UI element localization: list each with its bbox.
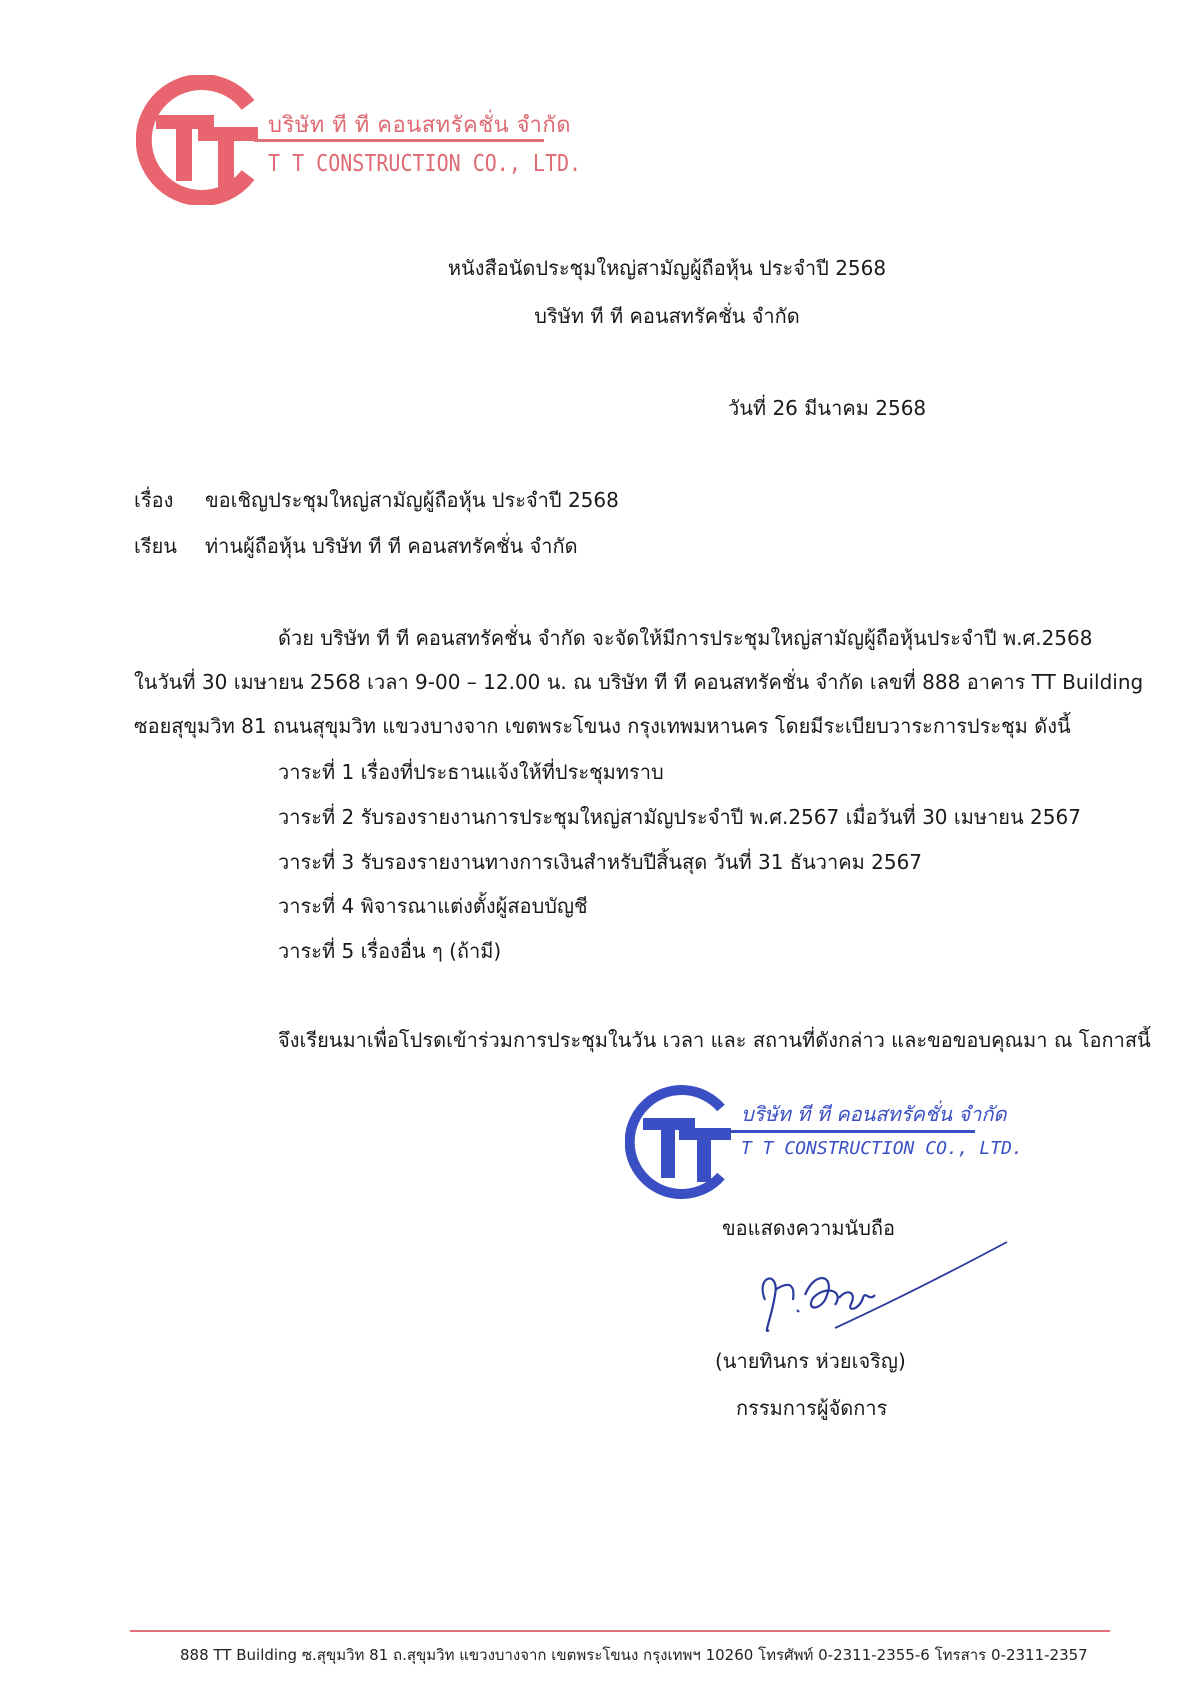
- body-line-2: ในวันที่ 30 เมษายน 2568 เวลา 9-00 – 12.00 น. ณ บริษัท ที ที คอนสทรัคชั่น จำกัด เลขที่ 888 อาคาร TT Building: [134, 670, 1144, 694]
- document-title: หนังสือนัดประชุมใหญ่สามัญผู้ถือหุ้น ประจำปี 2568: [447, 256, 887, 280]
- agenda-item: วาระที่ 2 รับรองรายงานการประชุมใหญ่สามัญประจำปี พ.ศ.2567 เมื่อวันที่ 30 เมษายน 2567: [278, 805, 1081, 829]
- closing-paragraph: จึงเรียนมาเพื่อโปรดเข้าร่วมการประชุมในวัน เวลา และ สถานที่ดังกล่าว และขอขอบคุณมา ณ โอกาสนี้: [278, 1028, 1151, 1052]
- signatory-title: กรรมการผู้จัดการ: [736, 1396, 888, 1420]
- stamp-divider: [725, 1130, 975, 1133]
- recipient-label: เรียน: [134, 534, 177, 558]
- logo-company-thai: บริษัท ที ที คอนสทรัคชั่น จำกัด: [268, 113, 572, 138]
- tt-logo-icon: [136, 75, 266, 205]
- subject-value: ขอเชิญประชุมใหญ่สามัญผู้ถือหุ้น ประจำปี 2568: [205, 488, 619, 512]
- agenda-item: วาระที่ 4 พิจารณาแต่งตั้งผู้สอบบัญชี: [278, 894, 588, 918]
- subject-label: เรื่อง: [134, 488, 174, 512]
- logo-company-english: T T CONSTRUCTION CO., LTD.: [268, 149, 582, 177]
- agenda-item: วาระที่ 1 เรื่องที่ประธานแจ้งให้ที่ประชุมทราบ: [278, 760, 664, 784]
- company-stamp: [625, 1082, 1023, 1202]
- handwritten-signature: [735, 1240, 1015, 1350]
- agenda-item: วาระที่ 3 รับรองรายงานทางการเงินสำหรับปีสิ้นสุด วันที่ 31 ธันวาคม 2567: [278, 850, 923, 874]
- company-logo: [136, 75, 582, 205]
- signatory-name: (นายทินกร ห่วยเจริญ): [715, 1349, 906, 1373]
- recipient-value: ท่านผู้ถือหุ้น บริษัท ที ที คอนสทรัคชั่น จำกัด: [205, 534, 578, 558]
- body-line-1: ด้วย บริษัท ที ที คอนสทรัคชั่น จำกัด จะจัดให้มีการประชุมใหญ่สามัญผู้ถือหุ้นประจำปี พ.ศ.2568: [278, 626, 1093, 650]
- document-date: วันที่ 26 มีนาคม 2568: [728, 396, 927, 420]
- agenda-item: วาระที่ 5 เรื่องอื่น ๆ (ถ้ามี): [278, 939, 502, 963]
- footer-address: 888 TT Building ซ.สุขุมวิท 81 ถ.สุขุมวิท แขวงบางจาก เขตพระโขนง กรุงเทพฯ 10260 โทรศัพท์ 0-2311-2355-6 โทรสาร 0-2311-2357: [180, 1646, 1088, 1664]
- stamp-company-thai: บริษัท ที ที คอนสทรัคชั่น จำกัด: [741, 1102, 1007, 1126]
- stamp-logo-icon: [625, 1082, 735, 1202]
- footer-divider: [130, 1630, 1110, 1632]
- body-line-3: ซอยสุขุมวิท 81 ถนนสุขุมวิท แขวงบางจาก เขตพระโขนง กรุงเทพมหานคร โดยมีระเบียบวาระการประชุม ดังนี้: [134, 714, 1071, 738]
- document-subtitle: บริษัท ที ที คอนสทรัคชั่น จำกัด: [534, 304, 800, 328]
- sign-off: ขอแสดงความนับถือ: [722, 1216, 896, 1240]
- stamp-company-english: T T CONSTRUCTION CO., LTD.: [741, 1138, 1023, 1159]
- logo-divider: [254, 139, 544, 142]
